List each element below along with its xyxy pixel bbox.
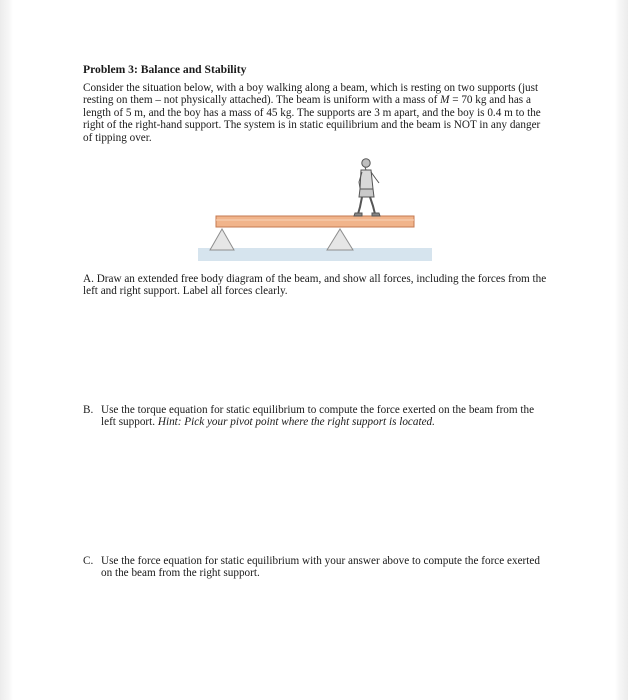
question-a-letter: A. xyxy=(83,273,94,285)
mass-symbol: M xyxy=(440,94,450,107)
question-a-text: Draw an extended free body diagram of the beam, and show all forces, including the forces from the left and right support. Label all forces clearly. xyxy=(83,273,547,298)
question-b-body xyxy=(101,404,548,429)
problem-title: Problem 3: Balance and Stability xyxy=(83,63,247,76)
boy-left-leg xyxy=(358,197,362,214)
boy-head xyxy=(362,159,370,167)
boy-figure xyxy=(354,159,380,216)
question-b-letter: B. xyxy=(83,404,94,416)
boy-shorts xyxy=(359,189,374,197)
question-b-hint-label: Hint: xyxy=(157,416,182,429)
question-b-hint-text: Pick your pivot point where the right support is located. xyxy=(181,416,435,429)
question-c-letter: C. xyxy=(83,555,94,567)
question-b xyxy=(83,404,548,429)
question-a xyxy=(83,273,548,298)
boy-right-leg xyxy=(370,197,375,214)
left-support xyxy=(210,229,234,250)
description-part-2: and has a length of 5 m, and the boy has a mass of 45 kg. The supports are 3 m apart, and the boy is 0.4 m to the right of the right-hand support. The system is in static equilibrium and the beam is NOT in any danger of tipping over. xyxy=(83,94,541,144)
mass-value: = 70 kg xyxy=(449,94,487,107)
question-c-text: Use the force equation for static equilibrium with your answer above to compute the force exerted on the beam from the right support. xyxy=(101,555,540,580)
beam xyxy=(216,216,414,227)
question-c xyxy=(83,555,548,580)
boy-right-shoe xyxy=(372,213,380,216)
boy-left-shoe xyxy=(354,213,362,216)
right-support xyxy=(327,229,353,250)
beam-diagram xyxy=(0,0,628,270)
description-part-1: Consider the situation below, with a boy walking along a beam, which is resting on two supports (just resting on them – not physically attached). The beam is uniform with a mass of xyxy=(83,82,539,107)
question-b-text: Use the torque equation for static equilibrium to compute the force exerted on the beam from the left support. xyxy=(101,404,535,429)
